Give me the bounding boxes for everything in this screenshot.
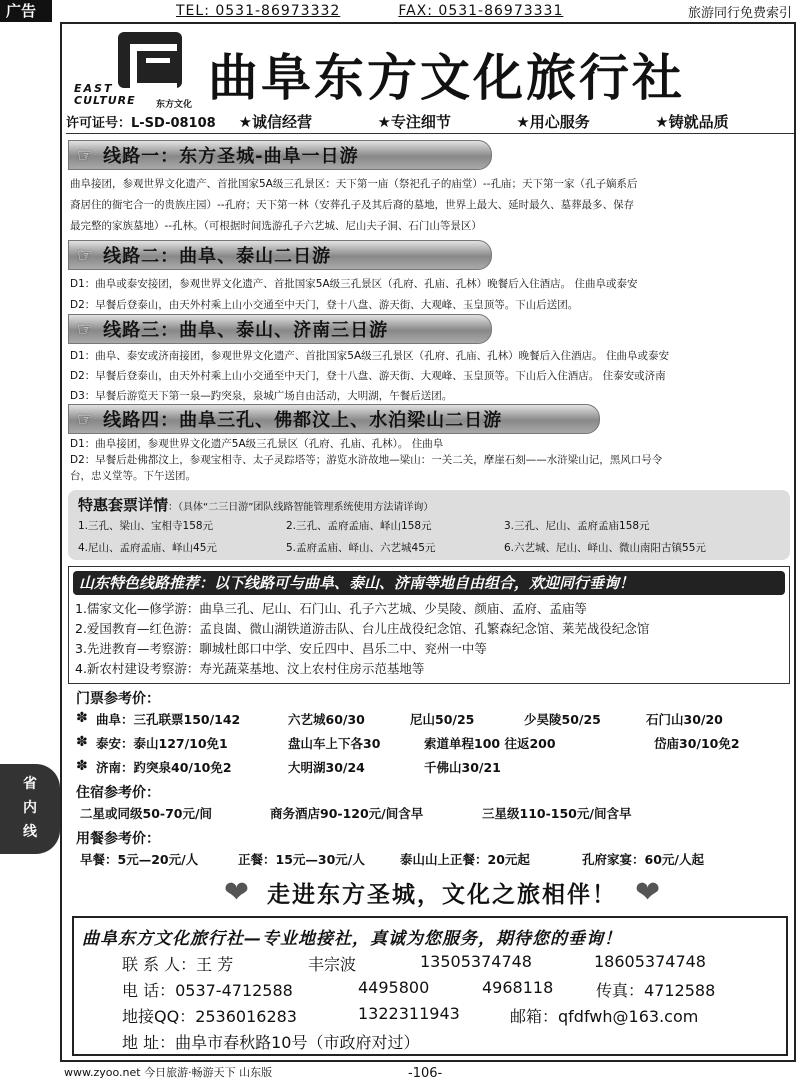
price-row-taian: ✽ 泰安：泰山127/10免1 盘山车上下各30 索道单程100 往返200 岱庙30/10免2 [76,734,740,751]
route-banner-4: ☞ 线路四：曲阜三孔、佛都汶上、水泊梁山二日游 [68,404,600,434]
route-banner-2: ☞ 线路二：曲阜、泰山二日游 [68,240,492,270]
lodging-prices-title: 住宿参考价： [76,785,160,801]
route-1-text: 曲阜接团，参观世界文化遗产、首批国家5A级三孔景区：天下第一庙（祭祀孔子的庙堂）--孔庙；天下第一家（孔子嫡系后 裔居住的衙宅合一的贵族庄园）--孔府；天下第一林（安葬孔子及其后裔的墓地，世界上最大、延时最久、墓葬最多、保存 最完整的家族墓地）--孔林。（可根据时间选游孔子六艺城、尼山夫子洞、石门山等景区） [70,178,638,232]
special-tickets-box [68,490,790,560]
meal-prices-title: 用餐参考价： [76,831,160,847]
address-row: 地 址：曲阜市春秋路10号（市政府对过） [122,1033,420,1052]
flower-icon: ✽ [76,710,88,726]
motto: ★用心服务 [516,113,590,131]
combo-item: 5.孟府孟庙、峄山、六艺城45元 [286,542,436,554]
agency-title: 曲阜东方文化旅行社 [208,49,685,107]
route-banner-3: ☞ 线路三：曲阜、泰山、济南三日游 [68,314,492,344]
side-tab: 省 内 线 [0,764,60,854]
route-2-text: D1：曲阜或泰安接团，参观世界文化遗产、首批国家5A级三孔景区（孔府、孔庙、孔林）晚餐后入住酒店。 住曲阜或泰安 D2：早餐后登泰山，由天外村乘上山小交通至中天门，登十八盘、游天街、大观峰、玉皇顶等。下山后送团。 [70,278,638,311]
route-banner-1: ☞ 线路一：东方圣城-曲阜一日游 [68,140,492,170]
pointing-hand-icon: ☞ [77,144,94,166]
combo-item: 4.尼山、孟府孟庙、峄山45元 [78,542,217,554]
contact-person-row: 联 系 人：王 芳 丰宗波 13505374748 18605374748 [122,952,706,974]
route-3-text: D1：曲阜、泰安或济南接团，参观世界文化遗产、首批国家5A级三孔景区（孔府、孔庙、孔林）晚餐后入住酒店。 住曲阜或泰安 D2：早餐后登泰山，由天外村乘上山小交通至中天门，登十八盘、游天街、大观峰、玉皇顶等。下山后入住酒店。 住泰安或济南 D3：早餐后游览天下第一泉—趵突泉，泉城广场自由活动，大明湖，午餐后送团。 [70,350,669,402]
star-icon: ★ [377,113,391,131]
heart-icon: ❤ [223,874,249,910]
motto: ★铸就品质 [655,113,729,131]
page-number: -106- [408,1066,443,1081]
heart-icon: ❤ [635,874,661,910]
star-icon: ★ [655,113,669,131]
free-index-label: 旅游同行免费索引 [687,6,792,21]
logo-mark-icon [118,32,182,88]
combo-item: 6.六艺城、尼山、峄山、微山南阳古镇55元 [504,542,706,554]
tel-number: TEL: 0531-86973332 [176,3,341,19]
combo-item: 1.三孔、梁山、宝相寺158元 [78,520,214,532]
slogan: ❤ 走进东方圣城，文化之旅相伴！ ❤ [223,874,661,910]
star-icon: ★ [238,113,253,131]
combo-item: 3.三孔、尼山、孟府孟庙158元 [504,520,650,532]
theme-list [75,599,649,679]
ad-frame [60,22,796,1062]
pointing-hand-icon: ☞ [77,318,94,340]
flower-icon: ✽ [76,734,88,750]
agency-logo: EAST CULTURE 东方文化 [74,32,200,110]
ticket-prices-title: 门票参考价： [76,691,160,707]
pointing-hand-icon: ☞ [77,408,94,430]
qq-row: 地接QQ：2536016283 1322311943 邮箱：qfdfwh@163.com [122,1004,699,1026]
special-tickets-heading: 特惠套票详情：（具体“二三日游”团队线路智能管理系统使用方法请详询） [78,496,434,514]
contact-box [72,916,788,1056]
phone-row: 电 话：0537-4712588 4495800 4968118 传真：4712588 [122,978,716,1000]
shandong-recommend-box [68,566,790,684]
pointing-hand-icon: ☞ [77,244,94,266]
price-row-qufu: ✽ 曲阜：三孔联票150/142 六艺城60/30 尼山50/25 少昊陵50/25 石门山30/20 [76,710,723,727]
license-row [66,110,794,134]
list-item: 3.先进教育—考察游：聊城杜郎口中学、安丘四中、昌乐二中、兖州一中等 [75,641,487,656]
list-item: 2.爱国教育—红色游：孟良崮、微山湖铁道游击队、台儿庄战役纪念馆、孔繁森纪念馆、莱芜战役纪念馆 [75,621,650,636]
route-4-text: D1：曲阜接团，参观世界文化遗产5A级三孔景区（孔府、孔庙、孔林）。 住曲阜 D2：早餐后赴佛都汶上，参观宝相寺、太子灵踪塔等；游览水浒故地—梁山：一关二关，摩崖石刻——水浒梁山记，黑风口号令 台，忠义堂等。下午送团。 [70,438,663,482]
shandong-recommend-heading: 山东特色线路推荐：以下线路可与曲阜、泰山、济南等地自由组合，欢迎同行垂询！ [73,571,785,595]
top-strip [0,0,800,22]
list-item: 4.新农村建设考察游：寿光蔬菜基地、汶上农村住房示范基地等 [75,661,425,676]
flower-icon: ✽ [76,758,88,774]
lodging-row: 二星或同级50-70元/间 商务酒店90-120元/间含早 三星级110-150元/间含早 [80,806,632,821]
fax-number: FAX: 0531-86973331 [398,3,564,19]
combo-item: 2.三孔、孟府孟庙、峄山158元 [286,520,432,532]
contact-headline: 曲阜东方文化旅行社—专业地接社，真诚为您服务，期待您的垂询！ [82,929,622,949]
license-number: 许可证号：L-SD-08108 [66,116,216,131]
meal-row: 早餐：5元—20元/人 正餐：15元—30元/人 泰山山上正餐：20元起 孔府家宴：60元/人起 [80,852,704,867]
price-row-jinan: ✽ 济南：趵突泉40/10免2 大明湖30/24 千佛山30/21 [76,758,501,775]
footer-site: www.zyoo.net 今日旅游·畅游天下 山东版 [64,1066,273,1079]
star-icon: ★ [516,113,530,131]
motto: ★专注细节 [377,113,451,131]
ad-tag: 广告 [0,0,52,22]
motto: ★诚信经营 [238,113,313,131]
list-item: 1.儒家文化—修学游：曲阜三孔、尼山、石门山、孔子六艺城、少昊陵、颜庙、孟府、孟庙等 [75,601,587,616]
